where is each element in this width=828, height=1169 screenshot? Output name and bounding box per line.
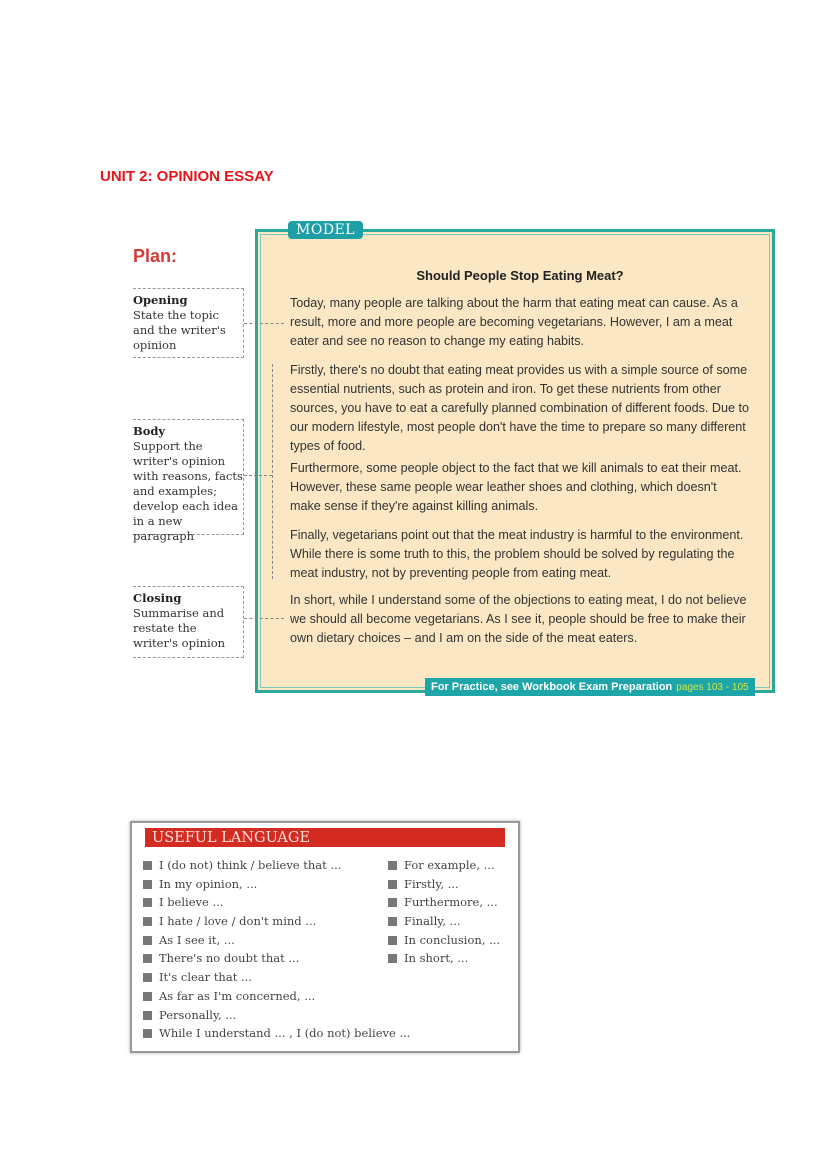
useful-language-item — [388, 856, 500, 875]
useful-language-item — [143, 931, 410, 950]
plan-body — [133, 419, 244, 543]
useful-language-text: In conclusion, ... — [404, 932, 501, 947]
useful-language-item — [143, 912, 410, 931]
useful-language-text: In my opinion, ... — [159, 876, 258, 891]
useful-language-item — [143, 949, 410, 968]
useful-language-item — [143, 893, 410, 912]
plan-opening — [133, 288, 244, 358]
bullet-square-icon — [143, 1011, 152, 1020]
opening-connector — [244, 323, 284, 324]
bullet-square-icon — [143, 992, 152, 1001]
bullet-square-icon — [143, 917, 152, 926]
bullet-square-icon — [143, 861, 152, 870]
model-tab: MODEL — [288, 221, 363, 239]
essay-paragraph: Firstly, there's no doubt that eating meat provides us with a simple source of some essential nutrients, such as protein and iron. To get these nutrients from other sources, you have to eat a carefully planned combination of different foods. Due to our modern lifestyle, most people don't have the time to prepare so many different types of food. — [290, 363, 750, 453]
bullet-square-icon — [388, 898, 397, 907]
useful-language-item — [143, 875, 410, 894]
useful-language-text: There's no doubt that ... — [159, 951, 300, 966]
useful-language-text: As I see it, ... — [159, 932, 235, 947]
plan-closing-desc: Summarise and restate the writer's opinion — [133, 606, 226, 650]
useful-language-item — [143, 856, 410, 875]
useful-language-item — [388, 893, 500, 912]
bullet-square-icon — [143, 1029, 152, 1038]
useful-language-text: Personally, ... — [159, 1007, 237, 1022]
useful-language-text: Finally, ... — [404, 914, 461, 929]
bullet-square-icon — [388, 954, 397, 963]
useful-language-text: I hate / love / don't mind ... — [159, 914, 317, 929]
bullet-square-icon — [388, 861, 397, 870]
useful-language-item — [143, 987, 410, 1006]
useful-language-text: It's clear that ... — [159, 970, 252, 985]
useful-language-text: While I understand ... , I (do not) believe ... — [159, 1026, 411, 1041]
essay-paragraph: Finally, vegetarians point out that the meat industry is harmful to the environment. While there is some truth to this, the problem should be solved by regulating the meat industry, not by preventing people from eating meat. — [290, 528, 744, 580]
useful-language-text: I (do not) think / believe that ... — [159, 858, 342, 872]
useful-language-item — [388, 875, 500, 894]
useful-language-title: USEFUL LANGUAGE — [145, 828, 505, 847]
useful-language-text: I believe ... — [159, 895, 224, 910]
unit-title: UNIT 2: OPINION ESSAY — [100, 168, 274, 185]
bullet-square-icon — [143, 954, 152, 963]
essay-title: Should People Stop Eating Meat? — [416, 268, 624, 283]
useful-language-item — [388, 912, 500, 931]
useful-language-text: Furthermore, ... — [404, 895, 498, 910]
essay-paragraph: Today, many people are talking about the harm that eating meat can cause. As a result, more and more people are becoming vegetarians. However, I am a meat eater and see no reason to change my eating habits. — [290, 296, 738, 348]
bullet-square-icon — [143, 898, 152, 907]
useful-language-text: Firstly, ... — [404, 876, 459, 891]
useful-language-column-1 — [143, 856, 410, 1043]
useful-language-item — [143, 1006, 410, 1025]
plan-opening-title: Opening — [133, 293, 188, 307]
useful-language-text: For example, ... — [404, 858, 495, 872]
bullet-square-icon — [143, 936, 152, 945]
useful-language-text: As far as I'm concerned, ... — [159, 988, 316, 1003]
plan-closing-title: Closing — [133, 591, 182, 605]
plan-body-title: Body — [133, 424, 166, 438]
useful-language-item — [388, 949, 500, 968]
useful-language-column-2 — [388, 856, 500, 968]
essay-paragraph: Furthermore, some people object to the fact that we kill animals to eat their meat. However, these same people wear leather shoes and clothing, which doesn't make sense if they're against killing animals. — [290, 461, 742, 513]
plan-closing — [133, 586, 244, 658]
footer-pages: pages 103 - 105 — [676, 682, 749, 693]
workbook-reference-banner — [425, 678, 755, 696]
bullet-square-icon — [143, 973, 152, 982]
plan-label: Plan: — [133, 246, 178, 266]
bullet-square-icon — [143, 880, 152, 889]
plan-body-desc: Support the writer's opinion with reasons, facts and examples; develop each idea in a new paragraph — [133, 439, 243, 543]
useful-language-item — [388, 931, 500, 950]
bullet-square-icon — [388, 936, 397, 945]
useful-language-item — [143, 968, 410, 987]
plan-opening-desc: State the topic and the writer's opinion — [133, 308, 226, 352]
useful-language-item — [143, 1024, 410, 1043]
bullet-square-icon — [388, 880, 397, 889]
body-connector — [244, 475, 272, 476]
useful-language-text: In short, ... — [404, 951, 469, 966]
footer-text: For Practice, see Workbook Exam Preparation — [431, 681, 673, 693]
essay-paragraph: In short, while I understand some of the objections to eating meat, I do not believe we should all become vegetarians. As I see it, people should be free to make their own dietary choices – and I am on the side of the meat eaters. — [290, 593, 747, 645]
bullet-square-icon — [388, 917, 397, 926]
body-bracket — [272, 364, 279, 579]
closing-connector — [244, 618, 284, 619]
